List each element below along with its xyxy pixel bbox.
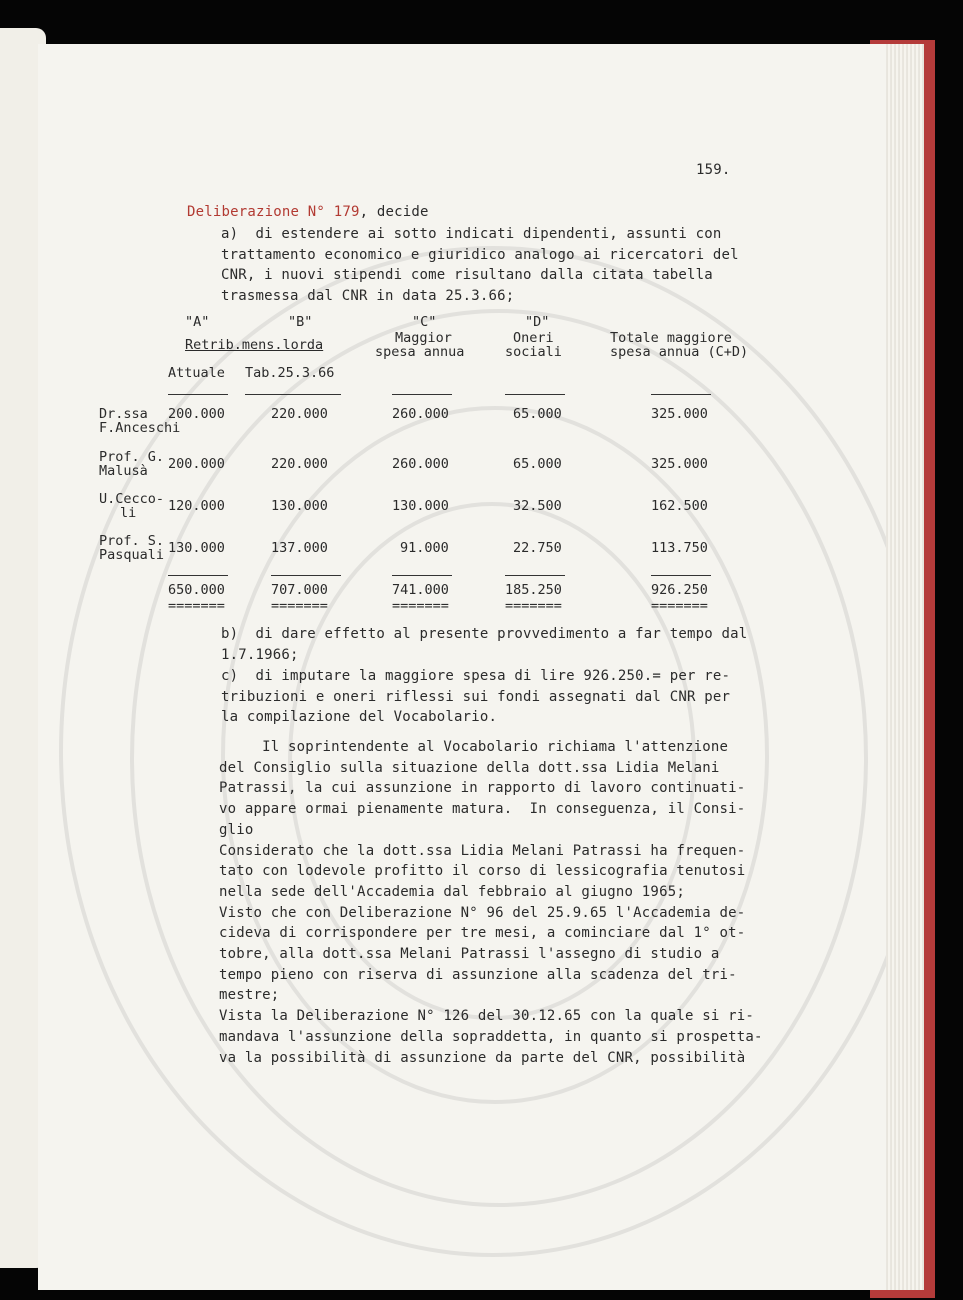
text-line: a) di estendere ai sotto indicati dipendenti, assunti con	[221, 226, 722, 242]
double-rule: =======	[168, 598, 225, 614]
deliberation-heading	[187, 202, 429, 223]
text-line: glio	[219, 821, 254, 838]
total-header-line1: Totale maggiore	[610, 330, 732, 346]
cell-d: 22.750	[513, 540, 562, 556]
text-line: trattamento economico e giuridico analogo ai ricercatori del	[221, 246, 739, 263]
row-name-line2: li	[120, 505, 137, 521]
cell-b: 137.000	[271, 540, 328, 556]
text-line: del Consiglio sulla situazione della dott.ssa Lidia Melani	[219, 759, 720, 776]
cell-a: 120.000	[168, 498, 225, 514]
cell-total: 325.000	[651, 406, 708, 422]
row-name-line1: Prof. G.	[99, 449, 165, 465]
text-line: mandava l'assunzione della sopraddetta, in quanto si prospetta-	[219, 1028, 763, 1045]
total-grand: 926.250	[651, 582, 708, 598]
text-line: tribuzioni e oneri riflessi sui fondi assegnati dal CNR per	[221, 688, 731, 705]
deliberation-number: Deliberazione N° 179	[187, 204, 360, 220]
text-line: tobre, alla dott.ssa Melani Patrassi l'assegno di studio a	[219, 946, 720, 962]
text-line: Vista la Deliberazione N° 126 del 30.12.65 con la quale si ri-	[219, 1008, 754, 1025]
column-rule	[392, 394, 452, 395]
col-letter-a: "A"	[185, 314, 210, 330]
cell-a: 200.000	[168, 456, 225, 472]
text-line: nella sede dell'Accademia dal febbraio al giugno 1965;	[219, 883, 685, 900]
text-line: vo appare ormai pienamente matura. In conseguenza, il Consi-	[219, 801, 746, 818]
column-rule	[168, 394, 228, 395]
cell-b: 220.000	[271, 406, 328, 422]
text-line: va la possibilità di assunzione da parte del CNR, possibilità	[219, 1049, 746, 1066]
d-header-line2: sociali	[505, 344, 562, 360]
sub-header-attuale: Attuale	[168, 365, 225, 381]
cell-b: 130.000	[271, 498, 328, 514]
text-line: Patrassi, la cui assunzione in rapporto di lavoro continuati-	[219, 780, 746, 797]
col-letter-c: "C"	[412, 314, 437, 330]
text-line: tempo pieno con riserva di assunzione alla scadenza del tri-	[219, 966, 737, 983]
total-header-line2: spesa annua (C+D)	[610, 344, 749, 360]
text-line: 1.7.1966;	[221, 646, 299, 663]
cell-c: 130.000	[392, 498, 449, 514]
sub-header-tab: Tab.25.3.66	[245, 365, 335, 381]
text-line: Considerato che la dott.ssa Lidia Melani Patrassi ha frequen-	[219, 842, 746, 859]
cell-total: 325.000	[651, 456, 708, 472]
col-letter-b: "B"	[288, 314, 313, 330]
total-rule	[651, 575, 711, 576]
col-letter-d: "D"	[525, 314, 550, 330]
cell-a: 200.000	[168, 406, 225, 422]
column-rule	[245, 394, 341, 395]
total-rule	[168, 575, 228, 576]
cell-d: 65.000	[513, 406, 562, 422]
text-line: cideva di corrispondere per tre mesi, a cominciare dal 1° ot-	[219, 925, 746, 942]
total-rule	[505, 575, 565, 576]
row-name-line2: F.Anceschi	[99, 420, 181, 436]
text-line: b) di dare effetto al presente provvedimento a far tempo dal	[221, 626, 748, 642]
row-name-line1: Dr.ssa	[99, 406, 148, 422]
text-line: CNR, i nuovi stipendi come risultano dalla citata tabella	[221, 267, 713, 284]
total-a: 650.000	[168, 582, 225, 598]
row-name-line2: Malusà	[99, 463, 148, 479]
double-rule: =======	[651, 598, 708, 614]
row-name-line1: Prof. S.	[99, 533, 165, 549]
column-rule	[505, 394, 565, 395]
row-name-line1: U.Cecco-	[99, 491, 165, 507]
text-line: tato con lodevole profitto il corso di lessicografia tenutosi	[219, 863, 746, 880]
cell-total: 162.500	[651, 498, 708, 514]
c-header-line2: spesa annua	[375, 344, 465, 360]
text-line: c) di imputare la maggiore spesa di lire 926.250.= per re-	[221, 668, 731, 684]
cell-d: 65.000	[513, 456, 562, 472]
double-rule: =======	[505, 598, 562, 614]
column-rule	[651, 394, 711, 395]
page-number: 159.	[696, 162, 731, 178]
cell-b: 220.000	[271, 456, 328, 472]
c-header-line1: Maggior	[395, 330, 452, 346]
d-header-line1: Oneri	[513, 330, 554, 346]
total-rule	[392, 575, 452, 576]
total-d: 185.250	[505, 582, 562, 598]
total-rule	[271, 575, 341, 576]
cell-c: 260.000	[392, 456, 449, 472]
cell-total: 113.750	[651, 540, 708, 556]
cell-d: 32.500	[513, 498, 562, 514]
text-line: trasmessa dal CNR in data 25.3.66;	[221, 288, 515, 305]
double-rule: =======	[271, 598, 328, 614]
cell-c: 91.000	[400, 540, 449, 556]
text-line: Il soprintendente al Vocabolario richiama l'attenzione	[219, 739, 729, 755]
total-c: 741.000	[392, 582, 449, 598]
text-line: la compilazione del Vocabolario.	[221, 709, 498, 726]
deliberation-decide: , decide	[359, 204, 429, 220]
row-name-line2: Pasquali	[99, 547, 165, 563]
document-page	[38, 44, 886, 1290]
text-line: Visto che con Deliberazione N° 96 del 25.9.65 l'Accademia de-	[219, 904, 746, 921]
cell-a: 130.000	[168, 540, 225, 556]
total-b: 707.000	[271, 582, 328, 598]
cell-c: 260.000	[392, 406, 449, 422]
retrib-header: Retrib.mens.lorda	[185, 337, 324, 353]
text-line: mestre;	[219, 987, 280, 1004]
double-rule: =======	[392, 598, 449, 614]
